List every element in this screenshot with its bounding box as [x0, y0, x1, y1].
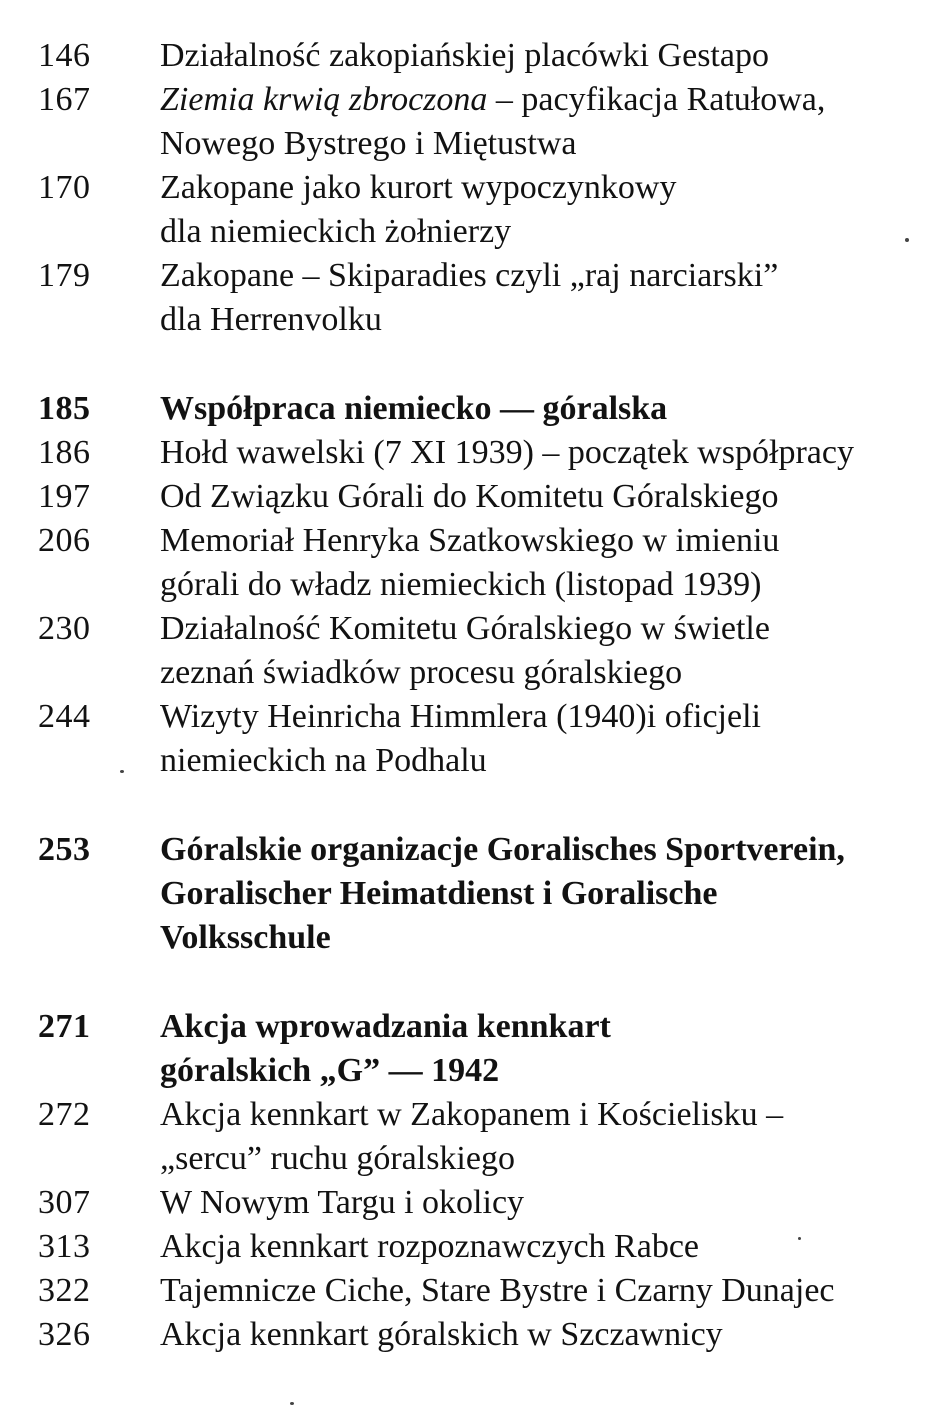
- toc-entry: [38, 475, 912, 519]
- entry-text: Działalność zakopiańskiej placówki Gestapo: [160, 37, 769, 74]
- toc-entry: [38, 166, 912, 254]
- entry-title: [160, 828, 912, 960]
- toc-entry: [38, 607, 912, 695]
- entry-line: [160, 166, 912, 210]
- entry-line: [160, 916, 912, 960]
- entry-line: [160, 254, 912, 298]
- entry-title: [160, 1005, 912, 1093]
- entry-line: [160, 1181, 912, 1225]
- page-number: 326: [38, 1316, 91, 1353]
- entry-title: [160, 431, 912, 475]
- toc-entry: [38, 1005, 912, 1093]
- entry-line: [160, 78, 912, 122]
- toc-entry: [38, 1313, 912, 1357]
- entry-line: [160, 387, 912, 431]
- entry-title: [160, 1093, 912, 1181]
- entry-line: [160, 210, 912, 254]
- page-number: 186: [38, 434, 91, 471]
- entry-line: [160, 519, 912, 563]
- entry-text: dla niemieckich żołnierzy: [160, 213, 512, 250]
- toc-entry: [38, 254, 912, 342]
- entry-text: Zakopane jako kurort wypoczynkowy: [160, 169, 677, 206]
- entry-title: [160, 34, 912, 78]
- entry-text: górali do władz niemieckich (listopad 1939): [160, 566, 762, 603]
- toc-group: [38, 828, 912, 960]
- entry-text: niemieckich na Podhalu: [160, 742, 487, 779]
- entry-title: [160, 254, 912, 342]
- page-number: 146: [38, 37, 91, 74]
- page-number: 244: [38, 698, 91, 735]
- entry-title: [160, 1225, 912, 1269]
- page-number: 313: [38, 1228, 91, 1265]
- entry-line: [160, 1313, 912, 1357]
- entry-text: Ziemia krwią zbroczona: [160, 81, 488, 118]
- toc-entry: [38, 431, 912, 475]
- page-number: 197: [38, 478, 91, 515]
- entry-text: Akcja kennkart rozpoznawczych Rabce: [160, 1228, 700, 1265]
- page-number: 185: [38, 390, 91, 427]
- entry-text: – pacyfikacja Ratułowa,: [487, 81, 826, 118]
- toc-entry: [38, 387, 912, 431]
- entry-line: [160, 1049, 912, 1093]
- scan-artifact-dot: [905, 238, 909, 242]
- page-number: 271: [38, 1008, 91, 1045]
- entry-text: Akcja wprowadzania kennkart: [160, 1008, 611, 1045]
- toc-entry: [38, 1181, 912, 1225]
- entry-line: [160, 298, 912, 342]
- page-number: 170: [38, 169, 91, 206]
- entry-line: [160, 1269, 912, 1313]
- page-number: 206: [38, 522, 91, 559]
- entry-line: [160, 1005, 912, 1049]
- page-number: 307: [38, 1184, 91, 1221]
- entry-text: „sercu” ruchu góralskiego: [160, 1140, 515, 1177]
- toc-entry: [38, 1269, 912, 1313]
- page-number: 230: [38, 610, 91, 647]
- entry-line: [160, 739, 912, 783]
- entry-text: góralskich „G” — 1942: [160, 1052, 500, 1089]
- entry-line: [160, 695, 912, 739]
- entry-text: Memoriał Henryka Szatkowskiego w imieniu: [160, 522, 780, 559]
- entry-line: [160, 651, 912, 695]
- toc-entry: [38, 695, 912, 783]
- entry-text: Zakopane – Skiparadies czyli „raj narciarski”: [160, 257, 779, 294]
- page-number: 253: [38, 831, 91, 868]
- entry-line: [160, 563, 912, 607]
- toc-entry: [38, 519, 912, 607]
- toc-list: [38, 34, 912, 1357]
- entry-text: Działalność Komitetu Góralskiego w świetle: [160, 610, 770, 647]
- entry-text: Volksschule: [160, 919, 331, 956]
- toc-entry: [38, 1225, 912, 1269]
- entry-text: W Nowym Targu i okolicy: [160, 1184, 525, 1221]
- entry-text: dla Herrenvolku: [160, 301, 382, 338]
- scan-artifact-dot: [120, 770, 124, 773]
- entry-title: [160, 607, 912, 695]
- toc-entry: [38, 34, 912, 78]
- entry-text: Hołd wawelski (7 XI 1939) – początek współpracy: [160, 434, 854, 471]
- entry-line: [160, 872, 912, 916]
- entry-text: Góralskie organizacje Goralisches Sportverein,: [160, 831, 845, 868]
- entry-text: Wizyty Heinricha Himmlera (1940)i oficjeli: [160, 698, 761, 735]
- entry-line: [160, 828, 912, 872]
- toc-group: [38, 387, 912, 783]
- toc-group: [38, 1005, 912, 1357]
- entry-text: Od Związku Górali do Komitetu Góralskiego: [160, 478, 779, 515]
- entry-title: [160, 695, 912, 783]
- entry-text: Akcja kennkart w Zakopanem i Kościelisku –: [160, 1096, 784, 1133]
- entry-title: [160, 78, 912, 166]
- entry-line: [160, 607, 912, 651]
- scan-artifact-dot: [290, 1402, 294, 1405]
- page-number: 179: [38, 257, 91, 294]
- entry-text: Nowego Bystrego i Miętustwa: [160, 125, 577, 162]
- entry-text: Goralischer Heimatdienst i Goralische: [160, 875, 718, 912]
- entry-line: [160, 34, 912, 78]
- entry-title: [160, 475, 912, 519]
- entry-text: Tajemnicze Ciche, Stare Bystre i Czarny Dunajec: [160, 1272, 835, 1309]
- entry-title: [160, 1313, 912, 1357]
- page-number: 272: [38, 1096, 91, 1133]
- page-number: 167: [38, 81, 91, 118]
- entry-line: [160, 1225, 912, 1269]
- entry-line: [160, 431, 912, 475]
- entry-text: Współpraca niemiecko — góralska: [160, 390, 668, 427]
- toc-entry: [38, 78, 912, 166]
- entry-text: Akcja kennkart góralskich w Szczawnicy: [160, 1316, 723, 1353]
- toc-group: [38, 34, 912, 342]
- entry-title: [160, 387, 912, 431]
- page-number: 322: [38, 1272, 91, 1309]
- entry-line: [160, 1137, 912, 1181]
- entry-line: [160, 1093, 912, 1137]
- entry-text: zeznań świadków procesu góralskiego: [160, 654, 683, 691]
- toc-entry: [38, 828, 912, 960]
- scan-artifact-dot: [798, 1237, 801, 1240]
- entry-line: [160, 122, 912, 166]
- entry-title: [160, 519, 912, 607]
- entry-line: [160, 475, 912, 519]
- entry-title: [160, 1181, 912, 1225]
- toc-entry: [38, 1093, 912, 1181]
- entry-title: [160, 1269, 912, 1313]
- entry-title: [160, 166, 912, 254]
